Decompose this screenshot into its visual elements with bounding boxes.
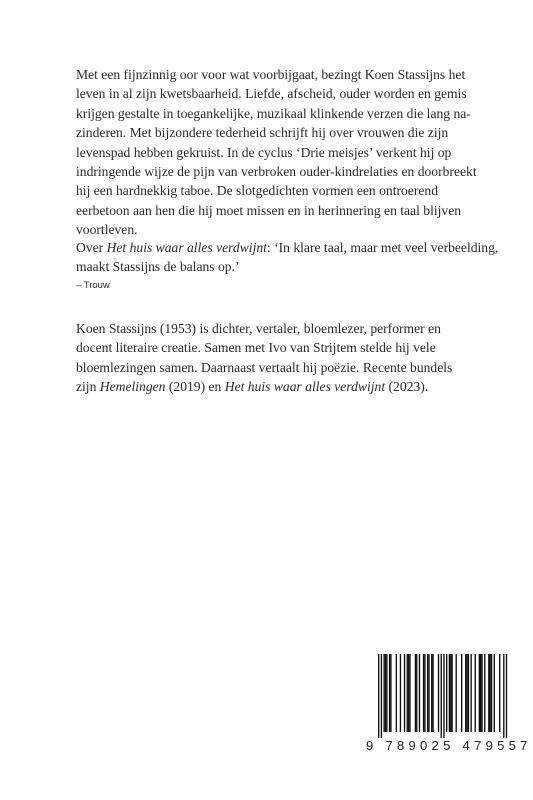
- description-line: zinderen. Met bijzondere tederheid schrijft hij over vrouwen die zijn: [76, 125, 449, 141]
- barcode-bar: [490, 654, 491, 732]
- quote-text: : ‘In klare taal, maar met veel verbeelding,: [266, 240, 499, 255]
- review-quote-line: maakt Stassijns de balans op.’: [76, 259, 240, 275]
- barcode-bar: [441, 654, 442, 738]
- barcode-bar: [491, 654, 492, 732]
- barcode-bar: [386, 654, 387, 732]
- barcode-bar: [494, 654, 495, 732]
- barcode-bar: [466, 654, 467, 732]
- description-line: indringende wijze de pijn van verbroken ouder-kindrelaties en doorbreekt: [76, 164, 477, 180]
- barcode-bar: [449, 654, 450, 732]
- quoted-book-title: Het huis waar alles verdwijnt: [106, 240, 267, 255]
- barcode-bar: [431, 654, 432, 732]
- barcode-bar: [470, 654, 471, 732]
- barcode-bar: [419, 654, 420, 732]
- barcode-bar: [461, 654, 462, 732]
- barcode-bar: [468, 654, 469, 732]
- bio-text: zijn: [76, 379, 100, 395]
- barcode-bar: [416, 654, 417, 732]
- barcode-bar: [446, 654, 447, 732]
- quote-prefix: Over: [76, 240, 107, 255]
- barcode-bar: [400, 654, 401, 732]
- book-title: Het huis waar alles verdwijnt: [224, 379, 386, 395]
- barcode-bar: [480, 654, 481, 732]
- author-bio: [76, 319, 468, 397]
- book-title: Hemelingen: [99, 379, 166, 395]
- description-line: eerbetoon aan hen die hij moet missen en in herinnering en taal blijven: [76, 202, 462, 218]
- barcode-bar: [451, 654, 452, 732]
- author-bio-line: bloemlezingen samen. Daarnaast vertaalt hij poëzie. Recente bundels: [76, 359, 453, 375]
- barcode-bar: [479, 654, 480, 732]
- barcode-bar: [381, 654, 382, 738]
- barcode-bar: [456, 654, 457, 732]
- author-bio-line: docent literaire creatie. Samen met Ivo van Strijtem stelde hij vele: [76, 340, 436, 356]
- barcode-bar: [404, 654, 405, 732]
- review-quote-line: [76, 238, 499, 257]
- barcode-bar: [409, 654, 410, 732]
- barcode-bar: [438, 654, 439, 732]
- barcode-bar: [424, 654, 425, 732]
- bio-text: (2019) en: [165, 379, 225, 395]
- author-bio-line: Koen Stassijns (1953) is dichter, vertaler, bloemlezer, performer en: [76, 321, 441, 336]
- barcode-bar: [484, 654, 485, 732]
- description-line: Met een fijnzinnig oor voor wat voorbijgaat, bezingt Koen Stassijns het: [76, 67, 466, 82]
- barcode-bar: [408, 654, 409, 732]
- description-line: leven in al zijn kwetsbaarheid. Liefde, afscheid, ouder worden en gemis: [76, 86, 467, 102]
- barcode-bar: [390, 654, 391, 732]
- barcode-bar: [389, 654, 390, 732]
- bio-text: (2023).: [385, 379, 429, 395]
- barcode-bar: [432, 654, 433, 732]
- description-line: krijgen gestalte in toegankelijke, muzikaal klinkende verzen die lang na-: [76, 105, 471, 121]
- barcode-bar: [488, 654, 489, 732]
- barcode-bar: [427, 654, 428, 732]
- description-line: voortleven.: [76, 222, 138, 238]
- description-paragraph: [76, 65, 477, 240]
- barcode-bar: [503, 654, 504, 738]
- author-bio-line: [76, 377, 468, 396]
- barcode-bar: [383, 654, 384, 732]
- barcode-bar: [396, 654, 397, 732]
- isbn-barcode: [366, 654, 532, 759]
- review-quote: [76, 238, 499, 294]
- barcode-bar: [428, 654, 429, 732]
- isbn-digits: 9 789025 479557: [366, 738, 532, 753]
- barcode-bar: [450, 654, 451, 732]
- review-attribution: – Trouw: [76, 279, 110, 291]
- barcode-bar: [443, 654, 444, 738]
- barcode-bar: [465, 654, 466, 732]
- barcode-bar: [506, 654, 507, 738]
- barcode-bars: [366, 654, 514, 738]
- barcode-bar: [499, 654, 500, 732]
- barcode-bar: [475, 654, 476, 732]
- barcode-bar: [423, 654, 424, 732]
- barcode-bar: [481, 654, 482, 732]
- barcode-bar: [407, 654, 408, 732]
- description-line: levenspad hebben gekruist. In de cyclus ‘Drie meisjes’ verkent hij op: [76, 144, 452, 160]
- barcode-bar: [385, 654, 386, 732]
- barcode-bar: [378, 654, 379, 738]
- barcode-bar: [415, 654, 416, 732]
- description-line: hij een hardnekkig taboe. De slotgedichten vormen een ontroerend: [76, 183, 438, 199]
